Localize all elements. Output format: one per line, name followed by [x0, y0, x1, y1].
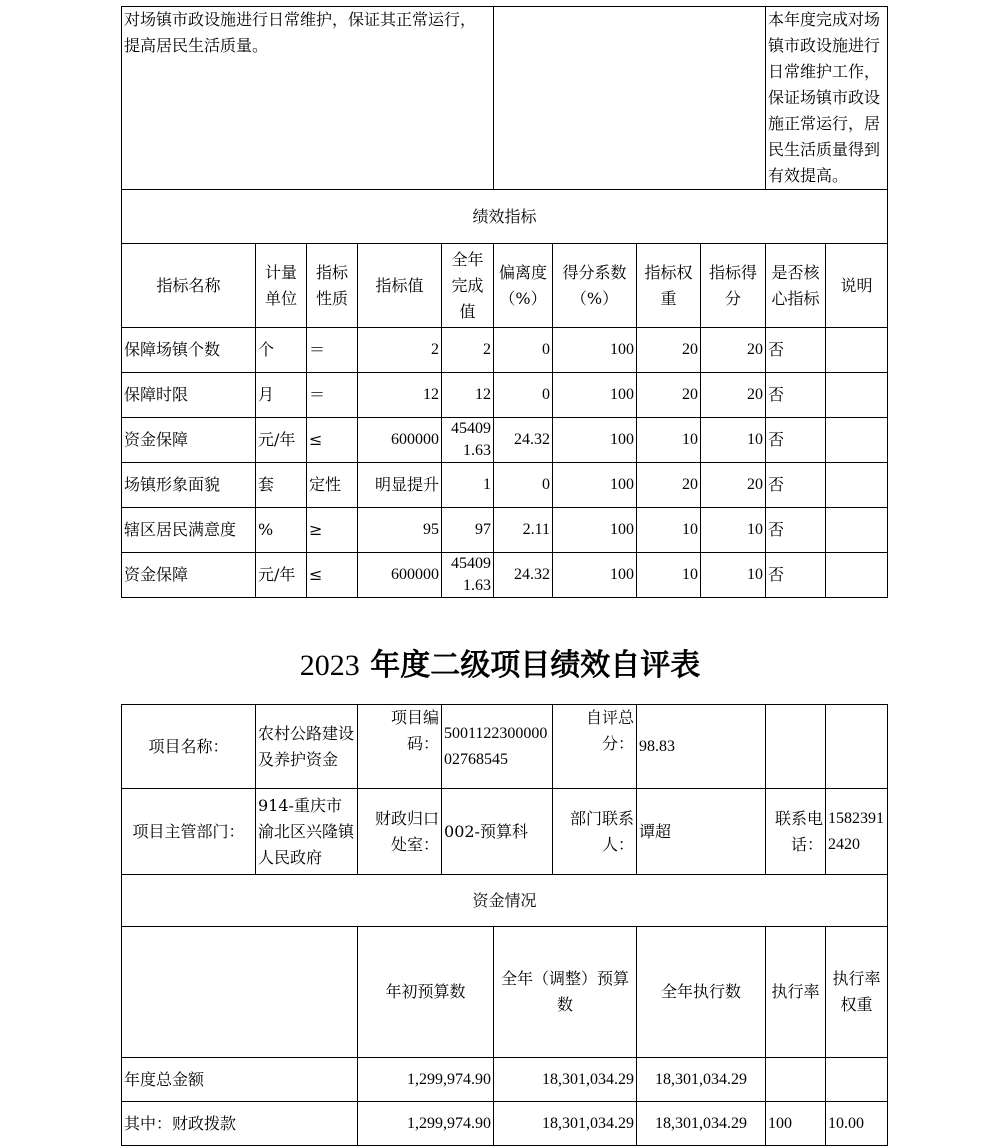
fund-row-label: 年度总金额 — [122, 1058, 358, 1102]
indicator-actual: 12 — [442, 373, 494, 418]
header-note: 说明 — [826, 244, 888, 328]
indicator-deviation: 0 — [494, 328, 553, 373]
indicator-name: 保障场镇个数 — [122, 328, 256, 373]
table-row — [122, 1058, 888, 1102]
indicator-note — [826, 553, 888, 598]
table-row — [122, 373, 888, 418]
indicator-score: 10 — [701, 418, 766, 463]
table-row — [122, 418, 888, 463]
header-indicator-name: 指标名称 — [122, 244, 256, 328]
indicator-core: 否 — [766, 553, 826, 598]
header-weight: 指标权重 — [637, 244, 701, 328]
contact-label: 部门联系人： — [553, 789, 637, 875]
indicator-actual: 454091.63 — [442, 418, 494, 463]
indicator-name: 保障时限 — [122, 373, 256, 418]
funds-header-initial: 年初预算数 — [358, 927, 494, 1058]
title-year: 2023 — [299, 649, 360, 682]
indicator-deviation: 24.32 — [494, 418, 553, 463]
indicator-target: 95 — [358, 508, 442, 553]
indicator-unit: 月 — [256, 373, 307, 418]
indicator-weight: 10 — [637, 508, 701, 553]
indicator-target: 600000 — [358, 418, 442, 463]
table-row — [122, 1102, 888, 1146]
indicator-coef: 100 — [553, 373, 637, 418]
finance-label: 财政归口处室： — [358, 789, 442, 875]
goal-description: 对场镇市政设施进行日常维护，保证其正常运行，提高居民生活质量。 — [122, 7, 494, 190]
indicator-note — [826, 418, 888, 463]
indicator-coef: 100 — [553, 553, 637, 598]
fund-initial: 1,299,974.90 — [358, 1102, 494, 1146]
title-text: 年度二级项目绩效自评表 — [370, 648, 701, 683]
funds-header-rate: 执行率 — [766, 927, 826, 1058]
table-row — [122, 553, 888, 598]
indicator-score: 10 — [701, 508, 766, 553]
indicator-core: 否 — [766, 328, 826, 373]
indicator-nature: ≤ — [307, 553, 358, 598]
fund-weight — [826, 1058, 888, 1102]
dept-label: 项目主管部门： — [122, 789, 256, 875]
self-score-label: 自评总分： — [553, 705, 637, 789]
indicator-coef: 100 — [553, 463, 637, 508]
finance-value: 002-预算科 — [442, 789, 553, 875]
funds-header-blank — [122, 927, 358, 1058]
indicator-nature: 定性 — [307, 463, 358, 508]
indicator-name: 辖区居民满意度 — [122, 508, 256, 553]
funds-header-executed: 全年执行数 — [637, 927, 766, 1058]
indicator-unit: 个 — [256, 328, 307, 373]
indicator-actual: 454091.63 — [442, 553, 494, 598]
project-code-value: 500112230000002768545 — [442, 705, 553, 789]
indicator-actual: 97 — [442, 508, 494, 553]
fund-rate: 100 — [766, 1102, 826, 1146]
indicator-deviation: 24.32 — [494, 553, 553, 598]
indicator-actual: 1 — [442, 463, 494, 508]
fund-row-label: 其中：财政拨款 — [122, 1102, 358, 1146]
header-unit: 计量单位 — [256, 244, 307, 328]
indicator-nature: ≥ — [307, 508, 358, 553]
fund-executed: 18,301,034.29 — [637, 1058, 766, 1102]
indicator-name: 资金保障 — [122, 418, 256, 463]
performance-indicator-table — [121, 6, 888, 598]
fund-initial: 1,299,974.90 — [358, 1058, 494, 1102]
header-score: 指标得分 — [701, 244, 766, 328]
indicator-unit: 元/年 — [256, 418, 307, 463]
indicator-target: 2 — [358, 328, 442, 373]
indicator-actual: 2 — [442, 328, 494, 373]
indicator-unit: 元/年 — [256, 553, 307, 598]
page-title — [0, 644, 1000, 688]
indicator-coef: 100 — [553, 508, 637, 553]
fund-adjusted: 18,301,034.29 — [494, 1102, 637, 1146]
contact-value: 谭超 — [637, 789, 766, 875]
indicator-note — [826, 373, 888, 418]
header-deviation: 偏离度（%） — [494, 244, 553, 328]
phone-label: 联系电话： — [766, 789, 826, 875]
project-code-label: 项目编码： — [358, 705, 442, 789]
header-core: 是否核心指标 — [766, 244, 826, 328]
project-self-evaluation-table — [121, 704, 888, 1146]
indicator-score: 20 — [701, 463, 766, 508]
table-row — [122, 328, 888, 373]
indicator-name: 场镇形象面貌 — [122, 463, 256, 508]
indicator-weight: 10 — [637, 553, 701, 598]
indicator-nature: ≤ — [307, 418, 358, 463]
indicator-deviation: 0 — [494, 373, 553, 418]
project-name-value: 农村公路建设及养护资金 — [256, 705, 358, 789]
indicator-note — [826, 328, 888, 373]
indicator-target: 600000 — [358, 553, 442, 598]
empty-cell — [766, 705, 826, 789]
goal-middle-cell — [494, 7, 766, 190]
self-score-value: 98.83 — [637, 705, 766, 789]
dept-value: 914-重庆市渝北区兴隆镇人民政府 — [256, 789, 358, 875]
goal-completion: 本年度完成对场镇市政设施进行日常维护工作，保证场镇市政设施正常运行，居民生活质量得到有效提高。 — [766, 7, 888, 190]
header-actual: 全年完成值 — [442, 244, 494, 328]
indicator-target: 12 — [358, 373, 442, 418]
funds-header-adjusted: 全年（调整）预算数 — [494, 927, 637, 1058]
empty-cell — [826, 705, 888, 789]
table-row — [122, 508, 888, 553]
indicator-core: 否 — [766, 418, 826, 463]
indicator-deviation: 0 — [494, 463, 553, 508]
indicator-unit: % — [256, 508, 307, 553]
fund-rate — [766, 1058, 826, 1102]
fund-adjusted: 18,301,034.29 — [494, 1058, 637, 1102]
indicator-weight: 20 — [637, 373, 701, 418]
indicator-nature: ＝ — [307, 373, 358, 418]
fund-weight: 10.00 — [826, 1102, 888, 1146]
indicator-score: 10 — [701, 553, 766, 598]
section-title: 绩效指标 — [122, 190, 888, 244]
indicator-weight: 10 — [637, 418, 701, 463]
indicator-unit: 套 — [256, 463, 307, 508]
project-name-label: 项目名称： — [122, 705, 256, 789]
header-target: 指标值 — [358, 244, 442, 328]
indicator-nature: ＝ — [307, 328, 358, 373]
indicator-core: 否 — [766, 373, 826, 418]
phone-value: 15823912420 — [826, 789, 888, 875]
indicator-core: 否 — [766, 508, 826, 553]
funds-header-weight: 执行率权重 — [826, 927, 888, 1058]
header-nature: 指标性质 — [307, 244, 358, 328]
indicator-name: 资金保障 — [122, 553, 256, 598]
funds-section-title: 资金情况 — [122, 875, 888, 927]
indicator-score: 20 — [701, 373, 766, 418]
header-coef: 得分系数（%） — [553, 244, 637, 328]
indicator-coef: 100 — [553, 328, 637, 373]
indicator-note — [826, 463, 888, 508]
table-row — [122, 463, 888, 508]
indicator-score: 20 — [701, 328, 766, 373]
indicator-note — [826, 508, 888, 553]
indicator-weight: 20 — [637, 328, 701, 373]
indicator-weight: 20 — [637, 463, 701, 508]
indicator-target: 明显提升 — [358, 463, 442, 508]
indicator-coef: 100 — [553, 418, 637, 463]
indicator-deviation: 2.11 — [494, 508, 553, 553]
indicator-core: 否 — [766, 463, 826, 508]
fund-executed: 18,301,034.29 — [637, 1102, 766, 1146]
